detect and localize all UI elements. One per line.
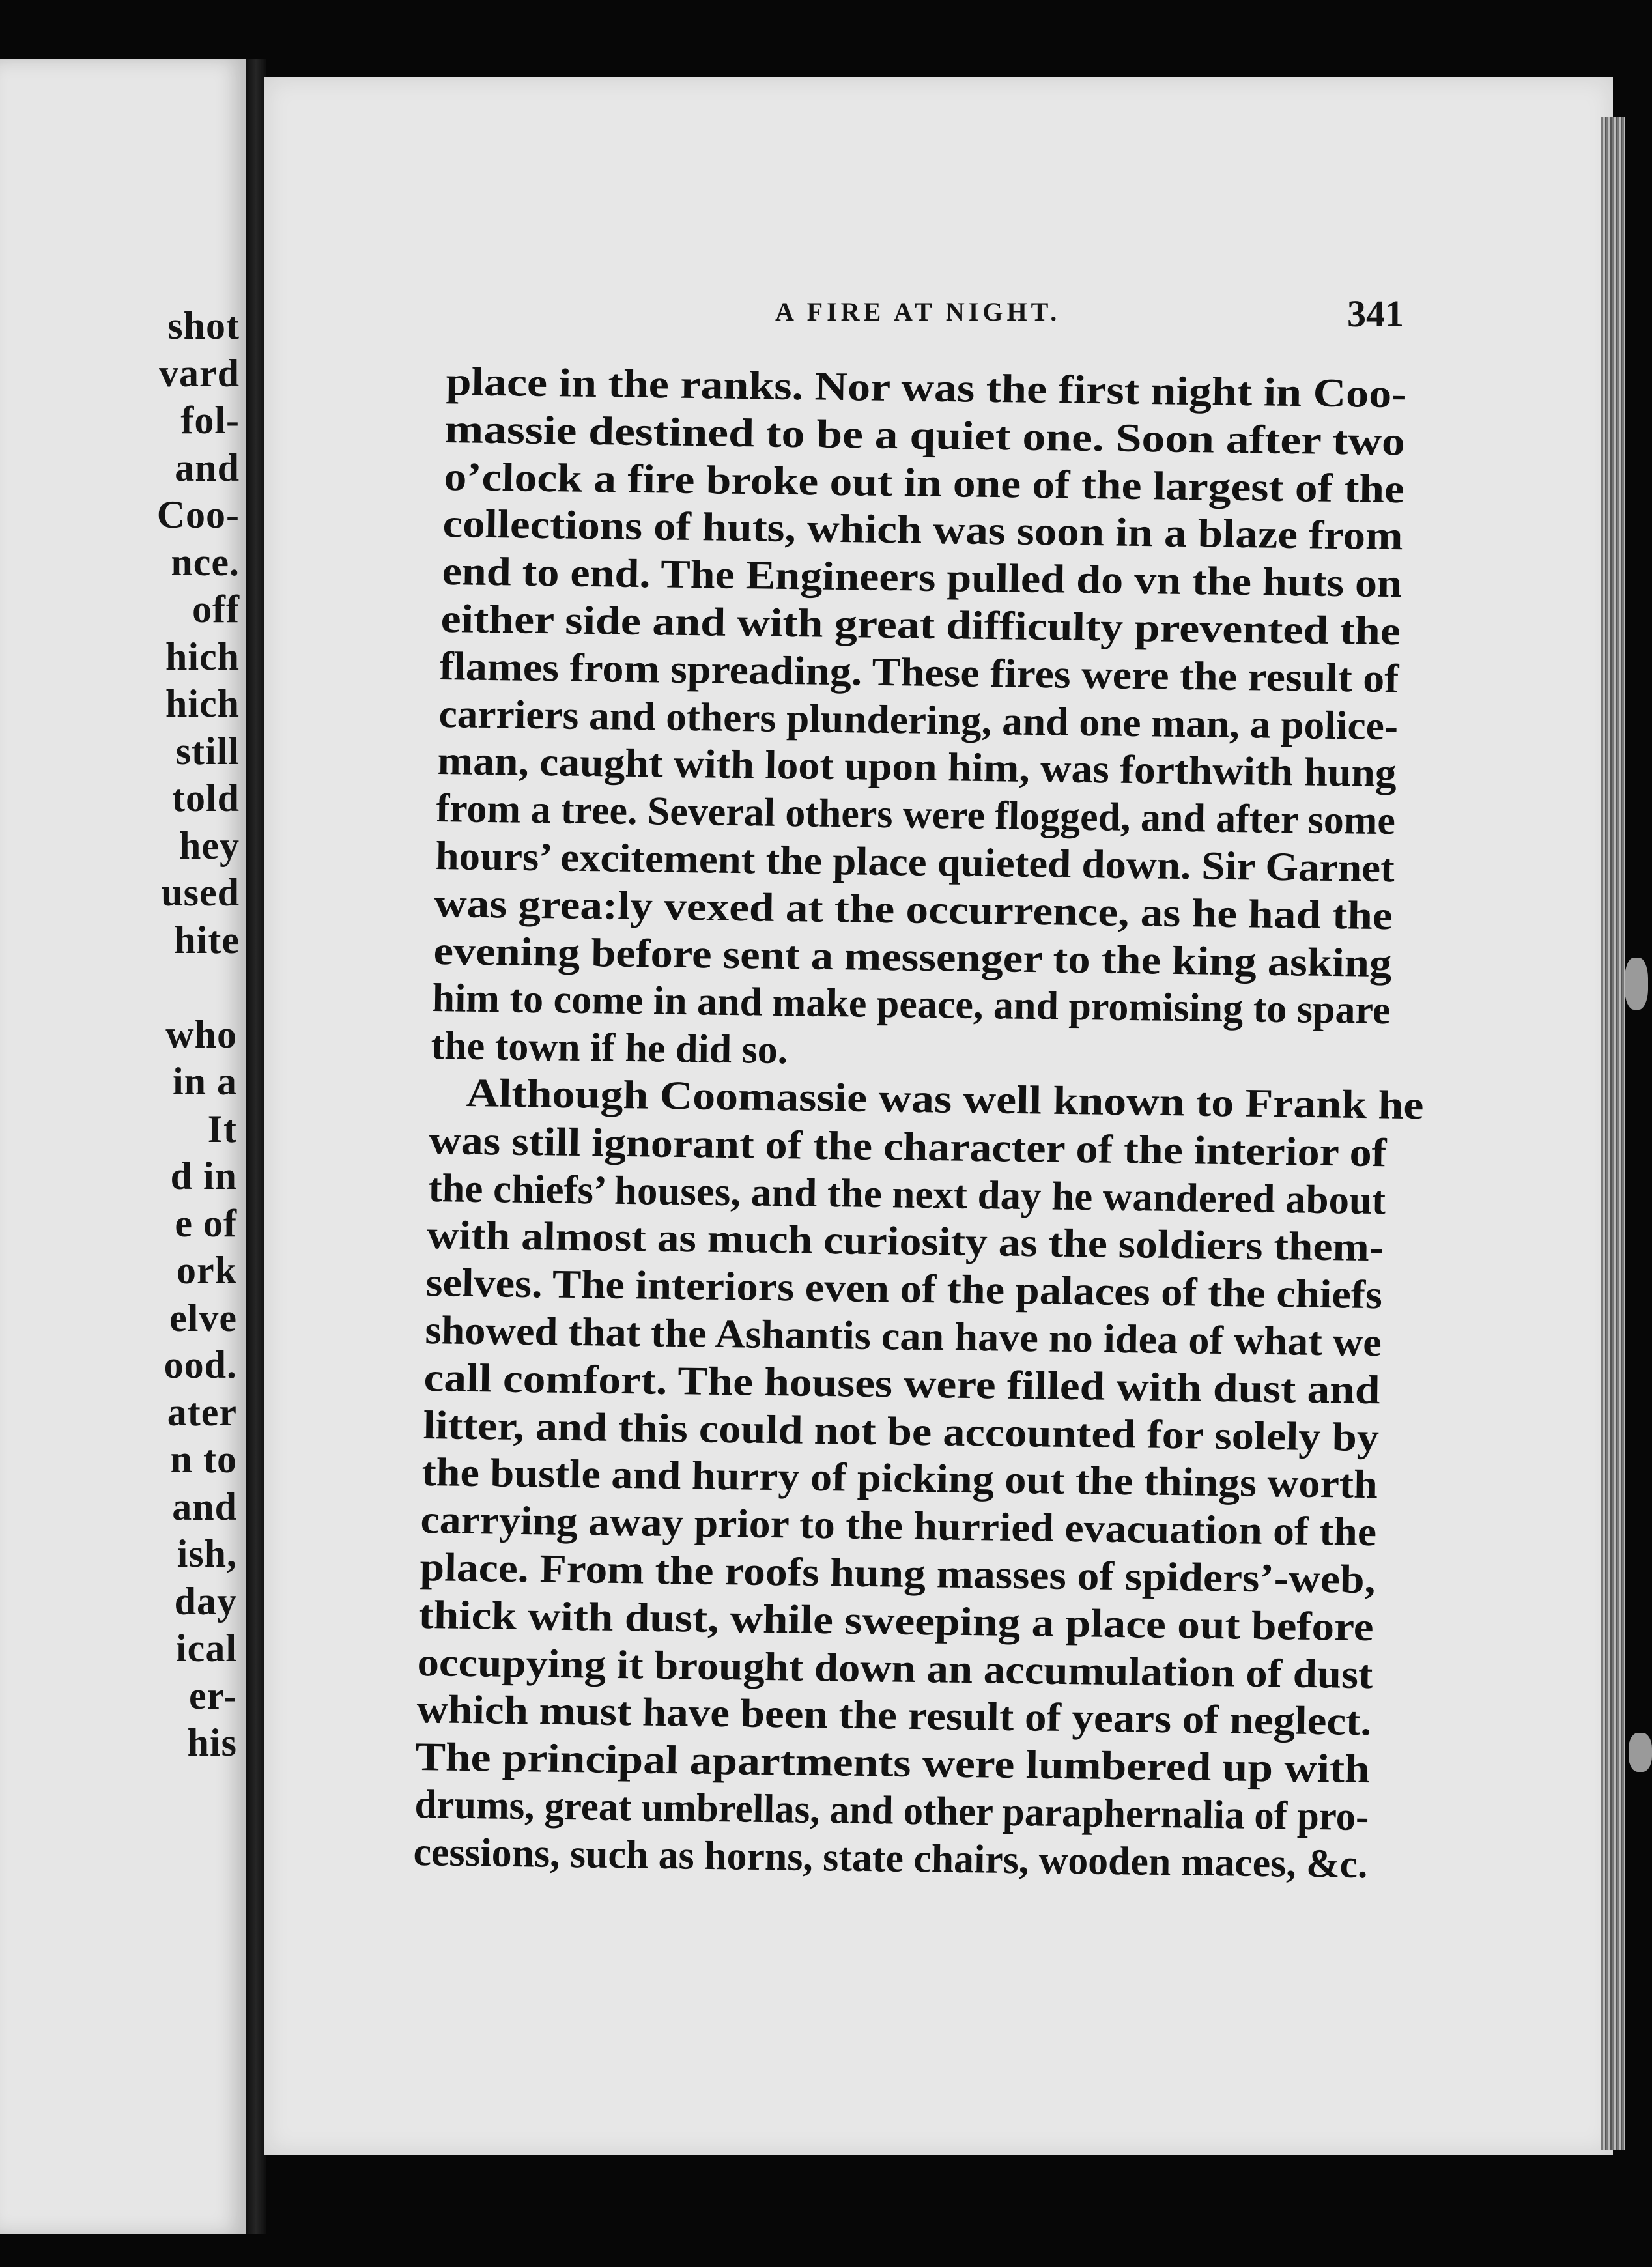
edge-blot <box>1629 1733 1652 1772</box>
body-text-line: call comfort. The houses were filled with dust and <box>423 1355 1381 1413</box>
body-text-line: which must have been the result of years of neglect. <box>416 1687 1372 1745</box>
left-line-fragment: d in <box>170 1154 237 1197</box>
body-text-line: place. From the roofs hung masses of spiders’-web, <box>419 1545 1376 1603</box>
body-text-line: evening before sent a messenger to the king asking <box>433 928 1392 986</box>
left-line-fragment: hey <box>179 823 240 867</box>
left-line-fragment: used <box>161 871 240 914</box>
left-line-fragment: e of <box>175 1201 237 1245</box>
left-line-fragment: n to <box>170 1438 237 1481</box>
body-text-line: was still ignorant of the character of the interior of <box>429 1118 1387 1176</box>
body-text-line: either side and with great difficulty prevented the <box>440 597 1401 654</box>
body-text-line: The principal apartments were lumbered up with <box>415 1735 1371 1792</box>
left-line-fragment: in a <box>172 1060 237 1103</box>
body-text-line: showed that the Ashantis can have no idea of what we <box>424 1308 1382 1365</box>
body-text-line: place in the ranks. Nor was the first night in Coo- <box>446 360 1407 417</box>
running-head: A FIRE AT NIGHT. <box>775 297 1061 326</box>
body-text-line: cessions, such as horns, state chairs, wooden maces, &c. <box>413 1829 1368 1887</box>
body-text-line: thick with dust, while sweeping a place out before <box>418 1592 1374 1649</box>
left-line-fragment: ater <box>167 1390 237 1434</box>
left-line-fragment: told <box>171 777 240 820</box>
left-line-fragment: er- <box>188 1674 237 1717</box>
body-text-line: o’clock a fire broke out in one of the largest of the <box>443 454 1405 511</box>
body-text-line: him to come in and make peace, and promising to spare <box>432 976 1391 1033</box>
left-line-fragment: his <box>187 1721 237 1764</box>
left-line-fragment: It <box>207 1107 237 1150</box>
left-line-fragment: elve <box>169 1296 237 1339</box>
body-text-line: massie destined to be a quiet one. Soon after two <box>444 406 1406 464</box>
book-gutter <box>246 59 266 2234</box>
body-text-line: the town if he did so. <box>431 1023 789 1073</box>
left-line-fragment: still <box>175 729 240 773</box>
left-page <box>0 59 246 2234</box>
left-line-fragment: and <box>175 446 240 489</box>
body-text-line: hours’ excitement the place quieted down. Sir Garnet <box>435 834 1395 891</box>
body-text-line: the bustle and hurry of picking out the things worth <box>421 1450 1378 1507</box>
left-line-fragment: ood. <box>164 1343 237 1386</box>
left-line-fragment: hite <box>174 918 240 962</box>
body-text-line: drums, great umbrellas, and other paraphernalia of pro- <box>414 1782 1369 1840</box>
body-text-line: end to end. The Engineers pulled do vn the huts on <box>441 549 1403 606</box>
page-number: 341 <box>1347 292 1404 335</box>
left-line-fragment: vard <box>159 351 240 395</box>
body-text-line: collections of huts, which was soon in a blaze from <box>442 502 1404 559</box>
left-line-fragment: fol- <box>180 399 240 442</box>
left-line-fragment: hich <box>165 682 240 725</box>
body-text-line: flames from spreading. These fires were the result of <box>439 644 1400 702</box>
left-line-fragment: Coo- <box>156 493 240 536</box>
left-line-fragment: shot <box>167 304 240 347</box>
left-line-fragment: off <box>192 588 240 631</box>
body-text-line: carrying away prior to the hurried evacuation of the <box>420 1498 1377 1555</box>
edge-blot <box>1625 958 1648 1010</box>
left-line-fragment: ical <box>176 1627 237 1670</box>
body-text-line: Although Coomassie was well known to Frank he <box>465 1071 1424 1128</box>
left-line-fragment: nce. <box>171 540 240 584</box>
left-line-fragment: day <box>174 1579 237 1623</box>
body-text-line: from a tree. Several others were flogged, and after some <box>436 786 1396 844</box>
body-text-line: with almost as much curiosity as the soldiers them- <box>427 1213 1384 1270</box>
body-text-line: occupying it brought down an accumulation of dust <box>417 1640 1374 1697</box>
left-line-fragment: who <box>165 1012 237 1056</box>
left-line-fragment: ish, <box>177 1532 237 1575</box>
left-line-fragment: and <box>172 1485 237 1528</box>
body-text-line: litter, and this could not be accounted for solely by <box>422 1403 1379 1460</box>
left-line-fragment: hich <box>165 634 240 678</box>
body-text-line: man, caught with loot upon him, was forthwith hung <box>437 739 1397 796</box>
body-text-line: selves. The interiors even of the palaces of the chiefs <box>425 1261 1383 1318</box>
body-text-line: was grea:ly vexed at the occurrence, as he had the <box>434 881 1393 939</box>
left-line-fragment: ork <box>177 1249 237 1292</box>
body-text-line: the chiefs’ houses, and the next day he wandered about <box>427 1165 1386 1223</box>
body-text-line: carriers and others plundering, and one man, a police- <box>438 691 1399 749</box>
page-edge <box>1601 117 1625 2150</box>
